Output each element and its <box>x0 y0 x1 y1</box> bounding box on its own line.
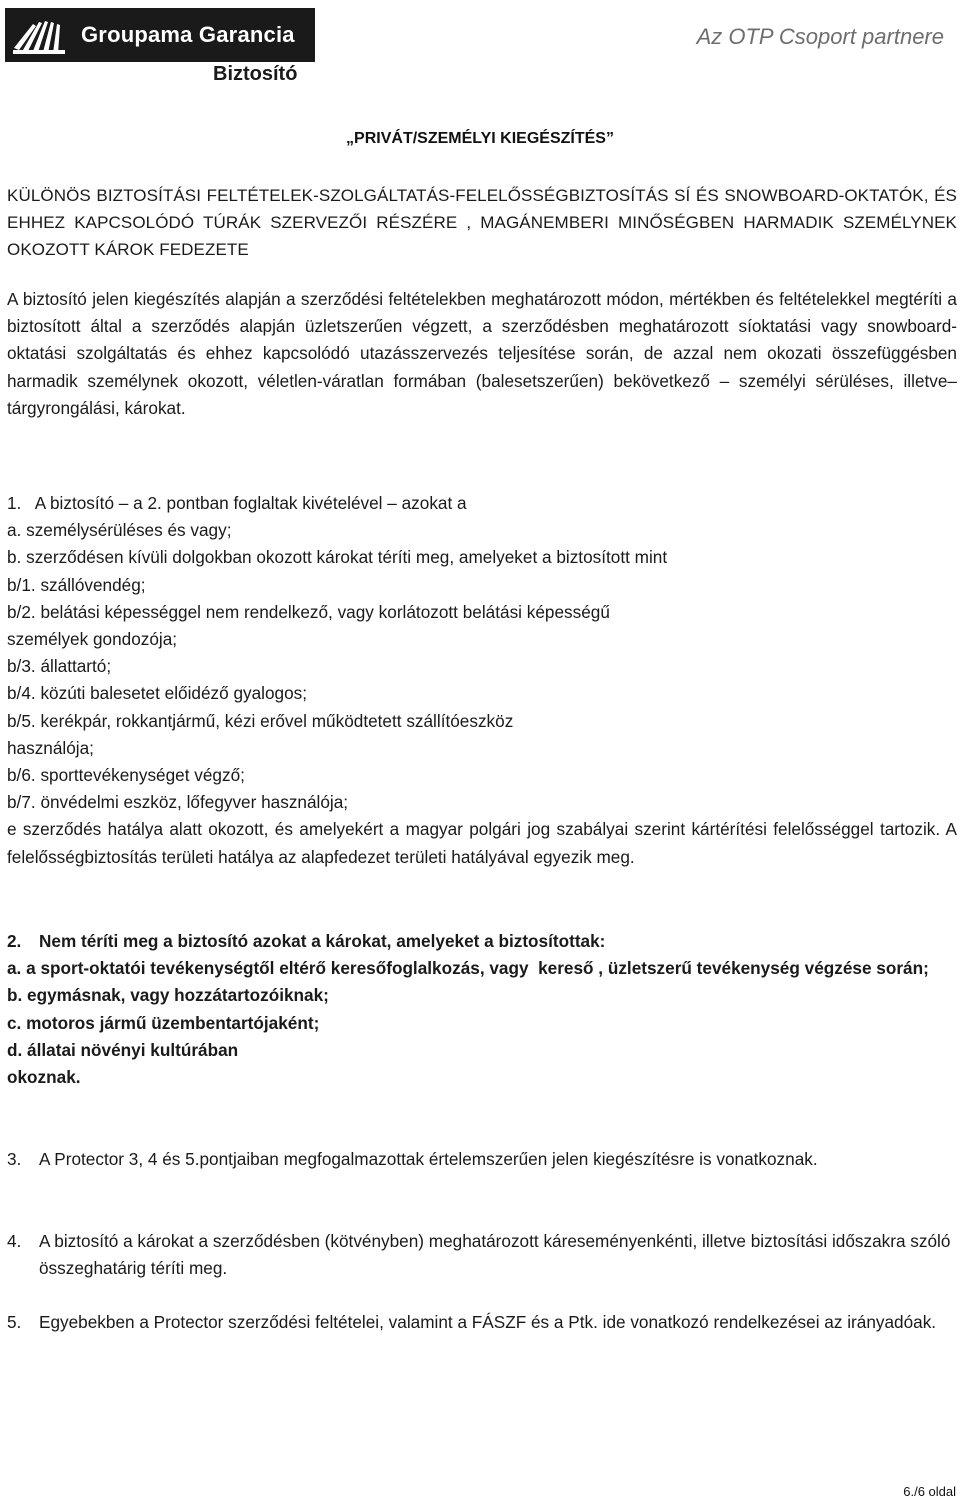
section-5-text: Egyebekben a Protector szerződési feltételei, valamint a FÁSZF és a Ptk. ide vonatkozó rendelkezései az irányadóak. <box>39 1312 937 1332</box>
logo-wordmark: Groupama Garancia <box>81 22 295 47</box>
document-title: „PRIVÁT/SZEMÉLYI KIEGÉSZÍTÉS” <box>346 130 614 147</box>
section-1-line: b/5. kerékpár, rokkantjármű, kézi erővel működtetett szállítóeszköz <box>7 710 514 731</box>
section-4-number: 4. <box>7 1231 22 1251</box>
section-3-number: 3. <box>7 1149 22 1169</box>
section-1-line: b/2. belátási képességgel nem rendelkező, vagy korlátozott belátási képességű <box>7 601 610 622</box>
section-3 <box>7 1146 957 1173</box>
section-2-item: c. motoros jármű üzembentartójaként; <box>7 1012 320 1033</box>
section-1-line: b/6. sporttevékenységet végző; <box>7 765 245 786</box>
section-1-line: a. személysérüléses és vagy; <box>7 520 232 541</box>
section-2 <box>7 928 957 1091</box>
section-4-text: A biztosító a károkat a szerződésben (kötvényben) meghatározott káreseményenkénti, illetve biztosítási időszakra szóló összeghatárig téríti meg. <box>39 1231 951 1279</box>
company-logo <box>5 8 315 62</box>
section-3-text: A Protector 3, 4 és 5.pontjaiban megfogalmazottak értelemszerűen jelen kiegészítésre is vonatkoznak. <box>39 1149 818 1169</box>
intro-paragraph: A biztosító jelen kiegészítés alapján a szerződési feltételekben meghatározott módon, mértékben és feltételekkel megtéríti a biztosított által a szerződés alapján üzletszerűen végzett, a szerződésben meghatározott síoktatási vagy snowboard- oktatási szolgáltatás és ehhez kapcsolódó utazásszervezés teljesítése során, de azzal nem okozati összefüggésben harmadik személynek okozott, véletlen-váratlan formában (balesetszerűen) bekövetkező – személyi sérüléses, illetve– tárgyrongálási, károkat. <box>7 289 957 418</box>
logo-subtitle: Biztosító <box>213 63 298 85</box>
section-2-heading: Nem téríti meg a biztosító azokat a károkat, amelyeket a biztosítottak: <box>39 931 606 951</box>
section-1-line: 1. A biztosító – a 2. pontban foglaltak kivételével – azokat a <box>7 493 467 513</box>
section-5-number: 5. <box>7 1312 22 1332</box>
section-1-line: b. szerződésen kívüli dolgokban okozott károkat téríti meg, amelyeket a biztosított mint <box>7 547 668 568</box>
section-5 <box>7 1309 957 1336</box>
section-1-line: b/1. szállóvendég; <box>7 574 146 595</box>
page-number: 6./6 oldal <box>903 1484 956 1499</box>
conditions-heading: KÜLÖNÖS BIZTOSÍTÁSI FELTÉTELEK-SZOLGÁLTATÁS-FELELŐSSÉGBIZTOSÍTÁS SÍ ÉS SNOWBOARD-OKTATÓK, ÉS EHHEZ KAPCSOLÓDÓ TÚRÁK SZERVEZŐI RÉSZÉRE , MAGÁNEMBERI MINŐSÉGBEN HARMADIK SZEMÉLYNEK OKOZOTT KÁROK FEDEZETE <box>7 186 957 259</box>
section-1-line: személyek gondozója; <box>7 629 178 650</box>
section-1-line: b/7. önvédelmi eszköz, lőfegyver használója; <box>7 792 349 813</box>
section-1 <box>7 490 957 871</box>
section-1-line: használója; <box>7 737 94 758</box>
section-1-closing: e szerződés hatálya alatt okozott, és amelyekért a magyar polgári jog szabályai szerint kártérítési felelősséggel tartozik. A felelősségbiztosítás területi hatálya az alapfedezet területi hatályával egyezik meg. <box>7 819 957 867</box>
section-1-line: b/4. közúti balesetet előidéző gyalogos; <box>7 683 308 704</box>
partner-tagline: Az OTP Csoport partnere <box>696 24 944 49</box>
section-2-number: 2. <box>7 931 22 951</box>
section-1-line: b/3. állattartó; <box>7 656 112 677</box>
section-4 <box>7 1228 957 1282</box>
section-2-item: okoznak. <box>7 1067 81 1088</box>
groupama-emblem-icon <box>11 14 69 56</box>
section-2-item: b. egymásnak, vagy hozzátartozóiknak; <box>7 985 329 1006</box>
section-2-item: d. állatai növényi kultúrában <box>7 1039 239 1060</box>
section-2-item-a: a. a sport-oktatói tevékenységtől eltérő keresőfoglalkozás, vagy kereső , üzletszerű tevékenység végzése során; <box>7 958 929 979</box>
